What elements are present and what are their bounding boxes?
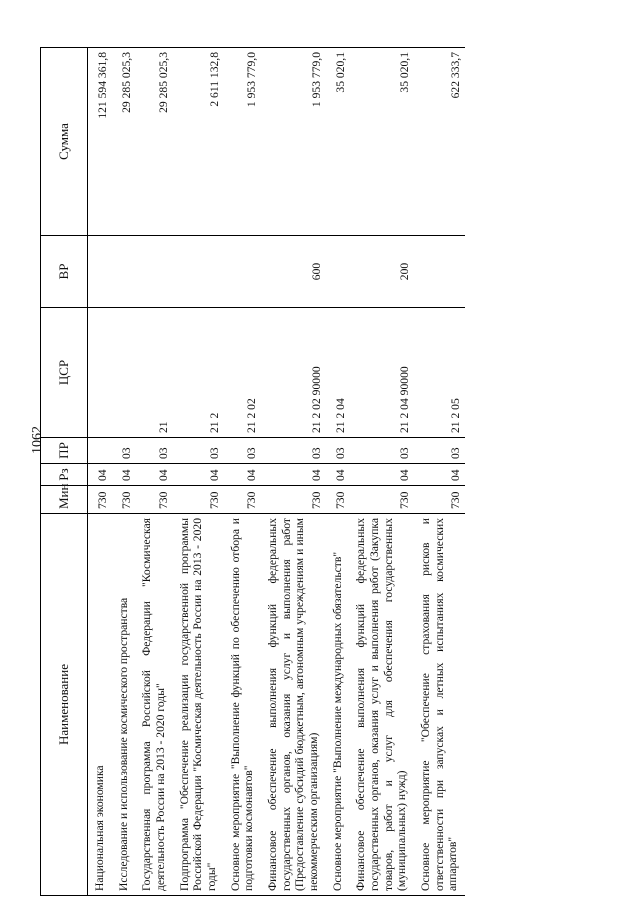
rotated-page (40, 48, 540, 896)
row-name: Государственная программа Российской Федерации "Космическая деятельность России на 2013 - 2020 годы" (135, 514, 172, 896)
row-pr: 03 (135, 438, 172, 464)
row-vr (224, 236, 261, 308)
row-sum: 121 594 361,8 (88, 48, 112, 236)
row-csr: 21 (135, 308, 172, 438)
row-name: Национальная экономика (88, 514, 112, 896)
row-name: Финансовое обеспечение выполнения функций федеральных государственных органов, оказания услуг и выполнения работ (Предоставление субсидий бюджетным, автономным учреждениям и иным некоммерческим организациям) (261, 514, 326, 896)
row-pr (88, 438, 112, 464)
table-row (326, 48, 350, 896)
row-vr: 600 (261, 236, 326, 308)
row-csr (112, 308, 136, 438)
row-rz: 04 (326, 464, 350, 486)
row-name: Финансовое обеспечение выполнения функций федеральных государственных органов, оказания услуг и выполнения работ (Закупка товаров, работ и услуг для обеспечения государственных (муниципальных) нужд) (349, 514, 414, 896)
row-name: Основное мероприятие "Выполнение международных обязательств" (326, 514, 350, 896)
row-name: Подпрограмма "Обеспечение реализации государственной программы Российской Федерации "Космическая деятельность России на 2013 - 2020 годы" (173, 514, 224, 896)
row-pr: 03 (414, 438, 465, 464)
row-min: 730 (349, 486, 414, 514)
table-row (261, 48, 326, 896)
row-rz: 04 (261, 464, 326, 486)
row-min: 730 (173, 486, 224, 514)
header-min: Мин (41, 486, 88, 514)
row-sum: 35 020,1 (326, 48, 350, 236)
table-row (414, 48, 465, 896)
table-row (88, 48, 112, 896)
header-rz: Рз (41, 464, 88, 486)
row-rz: 04 (88, 464, 112, 486)
row-pr: 03 (173, 438, 224, 464)
budget-table-container (40, 48, 540, 896)
row-min: 730 (112, 486, 136, 514)
table-row (349, 48, 414, 896)
row-sum: 29 285 025,3 (112, 48, 136, 236)
row-pr: 03 (224, 438, 261, 464)
table-row (135, 48, 172, 896)
row-min: 730 (224, 486, 261, 514)
row-sum: 35 020,1 (349, 48, 414, 236)
row-rz: 04 (112, 464, 136, 486)
page-number: 1062 (30, 426, 45, 454)
row-min: 730 (414, 486, 465, 514)
budget-table (40, 47, 465, 896)
row-rz: 04 (349, 464, 414, 486)
table-row (112, 48, 136, 896)
row-csr: 21 2 04 90000 (349, 308, 414, 438)
row-vr: 200 (349, 236, 414, 308)
row-min: 730 (326, 486, 350, 514)
row-vr (326, 236, 350, 308)
row-vr (88, 236, 112, 308)
row-vr (173, 236, 224, 308)
row-csr: 21 2 02 (224, 308, 261, 438)
row-min: 730 (135, 486, 172, 514)
row-sum: 1 953 779,0 (224, 48, 261, 236)
row-pr: 03 (349, 438, 414, 464)
row-csr: 21 2 05 (414, 308, 465, 438)
header-name: Наименование (41, 514, 88, 896)
row-rz: 04 (414, 464, 465, 486)
row-csr: 21 2 04 (326, 308, 350, 438)
header-sum: Сумма (41, 48, 88, 236)
row-rz: 04 (135, 464, 172, 486)
row-vr (414, 236, 465, 308)
row-name: Исследование и использование космического пространства (112, 514, 136, 896)
row-sum: 622 333,7 (414, 48, 465, 236)
row-sum: 29 285 025,3 (135, 48, 172, 236)
row-vr (135, 236, 172, 308)
row-rz: 04 (173, 464, 224, 486)
table-row (173, 48, 224, 896)
row-rz: 04 (224, 464, 261, 486)
row-sum: 2 611 132,8 (173, 48, 224, 236)
row-min: 730 (88, 486, 112, 514)
row-pr: 03 (112, 438, 136, 464)
row-sum: 1 953 779,0 (261, 48, 326, 236)
row-name: Основное мероприятие "Обеспечение страхования рисков и ответственности при запусках и летных испытаниях космических аппаратов" (414, 514, 465, 896)
table-header-row (41, 48, 88, 896)
header-pr: ПР (41, 438, 88, 464)
row-min: 730 (261, 486, 326, 514)
header-vr: ВР (41, 236, 88, 308)
table-row (224, 48, 261, 896)
row-name: Основное мероприятие "Выполнение функций по обеспечению отбора и подготовки космонавтов" (224, 514, 261, 896)
row-vr (112, 236, 136, 308)
row-pr: 03 (326, 438, 350, 464)
header-csr: ЦСР (41, 308, 88, 438)
row-csr (88, 308, 112, 438)
row-csr: 21 2 02 90000 (261, 308, 326, 438)
row-pr: 03 (261, 438, 326, 464)
row-csr: 21 2 (173, 308, 224, 438)
